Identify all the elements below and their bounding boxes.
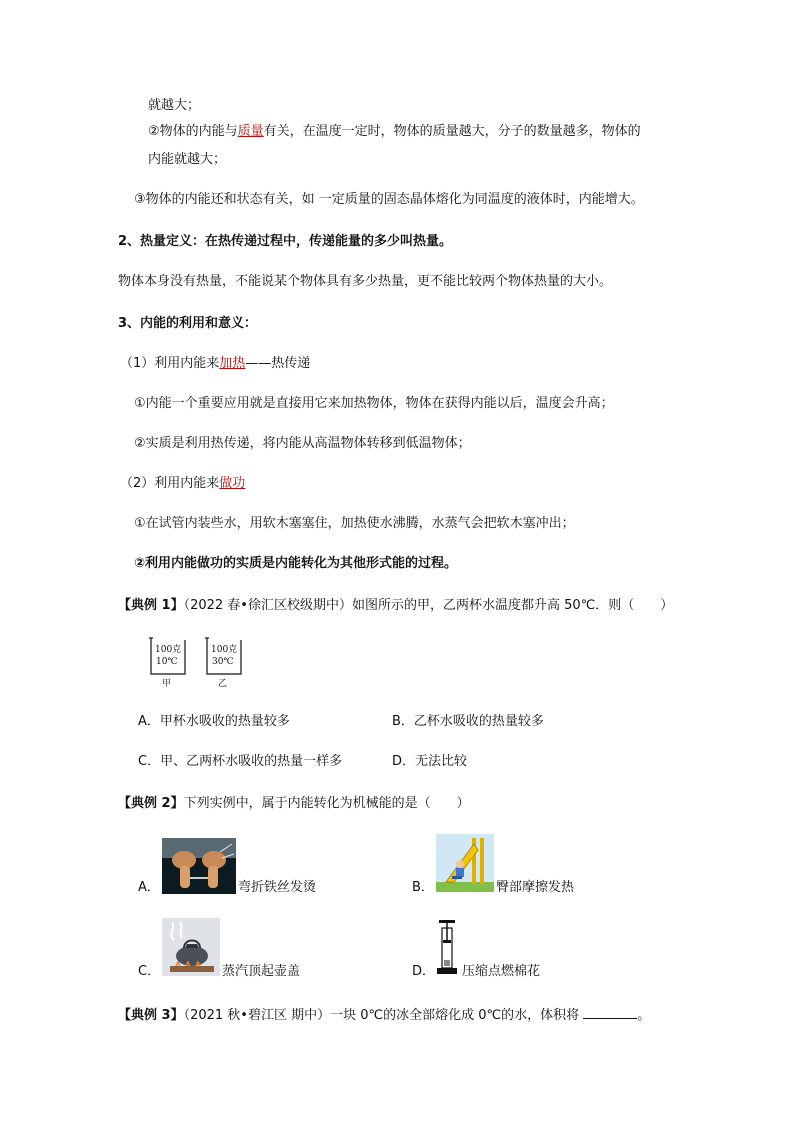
kettle-icon xyxy=(162,918,220,976)
example-tag: 【典例 1】 xyxy=(118,598,184,613)
option-a[interactable]: A．甲杯水吸收的热量较多 xyxy=(138,714,290,729)
text-line: 内能就越大； xyxy=(148,152,227,167)
section-heading: 3、内能的利用和意义： xyxy=(118,316,258,331)
hands-wire-icon xyxy=(162,838,236,894)
answer-blank[interactable] xyxy=(583,1004,637,1019)
beaker-mass: 100克 xyxy=(155,645,182,655)
example-question: 【典例 3】（2021 秋•碧江区 期中）一块 0℃的冰全部熔化成 0℃的水，体积将 。 xyxy=(118,1004,650,1026)
beaker-name: 乙 xyxy=(218,679,228,689)
section-heading: 2、热量定义：在热传递过程中，传递能量的多少叫热量。 xyxy=(118,234,453,249)
highlight-term: 加热 xyxy=(219,356,246,371)
kettle-steam-image xyxy=(162,918,220,976)
slide-child-icon xyxy=(436,834,494,892)
text-line: ③物体的内能还和状态有关，如 一定质量的固态晶体熔化为同温度的液体时，内能增大。 xyxy=(134,192,644,207)
text-line: 物体本身没有热量，不能说某个物体具有多少热量，更不能比较两个物体热量的大小。 xyxy=(118,274,613,289)
option-b-text: 臀部摩擦发热 xyxy=(496,880,575,895)
option-d-letter[interactable]: D． xyxy=(412,964,436,979)
beaker-mass: 100克 xyxy=(211,645,238,655)
example-question: 【典例 2】下列实例中，属于内能转化为机械能的是（ ） xyxy=(118,796,470,811)
text-line: 就越大； xyxy=(148,98,201,113)
option-a-text: 弯折铁丝发烫 xyxy=(238,880,317,895)
example-question: 【典例 1】（2022 春•徐汇区校级期中）如图所示的甲，乙两杯水温度都升高 50℃．则（ ） xyxy=(118,598,674,613)
beaker-temp: 30℃ xyxy=(212,657,234,667)
beaker-yi-figure xyxy=(204,636,244,692)
beaker-temp: 10℃ xyxy=(156,657,178,667)
compression-tube-image xyxy=(434,918,460,976)
option-b-letter[interactable]: B． xyxy=(412,880,434,895)
beaker-name: 甲 xyxy=(162,679,172,689)
option-b[interactable]: B．乙杯水吸收的热量较多 xyxy=(392,714,544,729)
highlight-term: 质量 xyxy=(237,124,264,139)
slide-image xyxy=(436,834,494,892)
piston-cylinder-icon xyxy=(434,918,460,976)
highlight-term: 做功 xyxy=(219,476,246,491)
option-c[interactable]: C．甲、乙两杯水吸收的热量一样多 xyxy=(138,754,343,769)
option-d[interactable]: D．无法比较 xyxy=(392,754,468,769)
beaker-icon xyxy=(204,636,244,676)
text-line: ②利用内能做功的实质是内能转化为其他形式能的过程。 xyxy=(134,556,458,571)
beaker-icon xyxy=(148,636,188,676)
text-line: （2）利用内能来做功 xyxy=(120,476,246,491)
example-tag: 【典例 2】 xyxy=(118,796,184,811)
bending-wire-image xyxy=(162,838,236,894)
text-line: （1）利用内能来加热——热传递 xyxy=(120,356,311,371)
option-d-text: 压缩点燃棉花 xyxy=(462,964,541,979)
text-line: ①在试管内装些水，用软木塞塞住，加热使水沸腾，水蒸气会把软木塞冲出； xyxy=(134,516,575,531)
text-line: ①内能一个重要应用就是直接用它来加热物体，物体在获得内能以后，温度会升高； xyxy=(134,396,614,411)
option-c-letter[interactable]: C． xyxy=(138,964,161,979)
example-tag: 【典例 3】 xyxy=(118,1008,184,1023)
option-c-text: 蒸汽顶起壶盖 xyxy=(222,964,301,979)
text-line: ②物体的内能与质量有关，在温度一定时，物体的质量越大，分子的数量越多，物体的 xyxy=(148,124,641,139)
option-a-letter[interactable]: A． xyxy=(138,880,160,895)
beaker-jia-figure xyxy=(148,636,188,692)
text-line: ②实质是利用热传递，将内能从高温物体转移到低温物体； xyxy=(134,436,471,451)
